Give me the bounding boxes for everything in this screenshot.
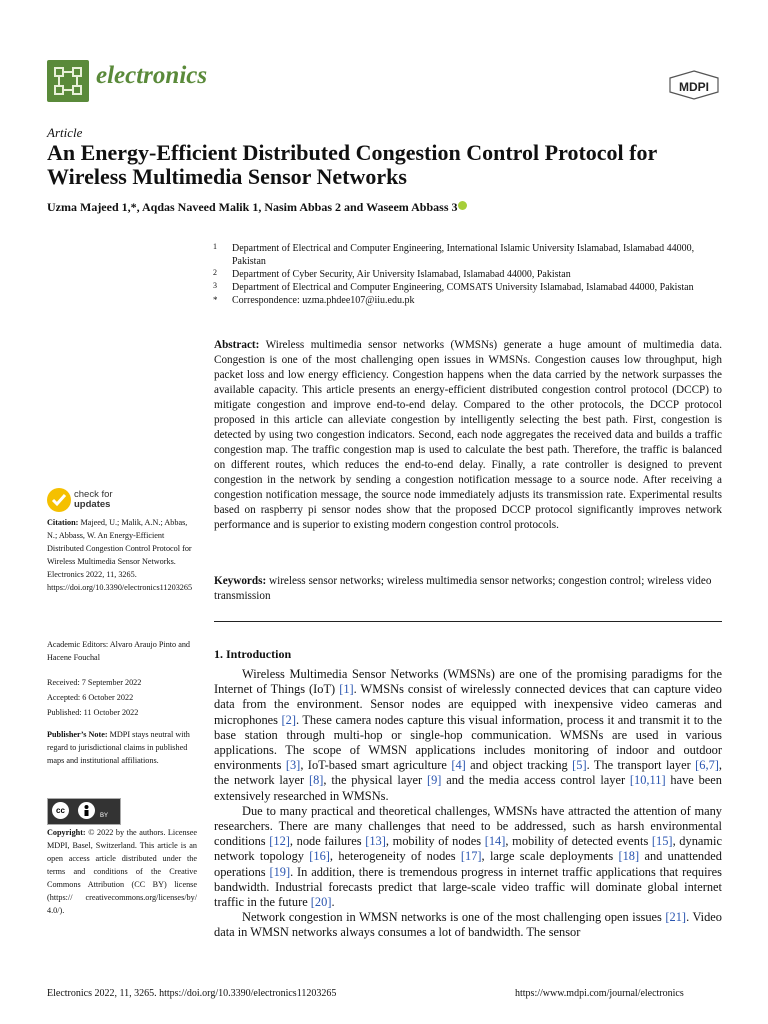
affiliation-item: 2 Department of Cyber Security, Air University Islamabad, Islamabad 44000, Pakistan bbox=[213, 268, 571, 280]
accepted-date: Accepted: 6 October 2022 bbox=[47, 693, 134, 702]
affiliation-item: 1 Department of Electrical and Computer Engineering, International Islamic University Islamabad, Islamabad 44000, Pakistan bbox=[213, 242, 695, 267]
intro-paragraph bbox=[214, 667, 722, 804]
intro-text: , mobility of nodes bbox=[385, 834, 485, 849]
intro-text: , the network layer bbox=[214, 758, 723, 788]
article-type: Article bbox=[47, 125, 83, 140]
citation-link[interactable]: [17] bbox=[460, 849, 482, 864]
intro-text: . In addition, there is tremendous progress in internet traffic applications that requires bandwidth. Industrial forecasts predict that large-scale video traffic will dominate global internet traffic in the future bbox=[214, 864, 722, 910]
author-list bbox=[47, 200, 467, 215]
citation-link[interactable]: [19] bbox=[269, 864, 291, 879]
citation-link[interactable]: [2] bbox=[281, 712, 296, 727]
intro-text: , IoT-based smart agriculture bbox=[300, 758, 452, 773]
check-for-updates-badge[interactable]: check for updates bbox=[47, 488, 167, 514]
citation-link[interactable]: [15] bbox=[651, 834, 673, 849]
intro-text: have been extensively researched in WMSNs. bbox=[214, 773, 722, 803]
intro-text: . WMSNs consist of wirelessly connected devices that can capture video data from the environment. Sensor nodes are equipped with inexpensive video cameras and microphones bbox=[214, 682, 722, 727]
academic-editors: Academic Editors: Alvaro Araujo Pinto and Hacene Fouchal bbox=[47, 640, 191, 662]
publisher-name: MDPI bbox=[679, 80, 709, 94]
affiliation-item: 3 Department of Electrical and Computer Engineering, COMSATS University Islamabad, Islamabad 44000, Pakistan bbox=[213, 281, 694, 293]
intro-text: Due to many practical and theoretical challenges, WMSNs have attracted the attention of many researchers. There are many challenges that need to be addressed, such as harsh environmental conditions bbox=[214, 803, 722, 849]
keywords bbox=[214, 574, 722, 604]
intro-text: Network congestion in WMSN networks is one of the most challenging open issues bbox=[242, 910, 666, 925]
citation-link[interactable]: [20] bbox=[310, 895, 332, 910]
intro-text: Wireless Multimedia Sensor Networks (WMSNs) are one of the promising paradigms for the Internet of Things (IoT) bbox=[214, 667, 722, 697]
correspondence: * Correspondence: uzma.phdee107@iiu.edu.pk bbox=[213, 295, 415, 306]
citation-link[interactable]: [9] bbox=[426, 773, 442, 788]
intro-text: . bbox=[331, 895, 335, 910]
intro-text: , heterogeneity of nodes bbox=[329, 849, 461, 864]
intro-paragraph bbox=[214, 910, 722, 940]
citation-link[interactable]: [6,7] bbox=[695, 758, 719, 773]
citation-link[interactable]: [14] bbox=[484, 834, 506, 849]
citation-link[interactable]: [12] bbox=[269, 834, 290, 849]
citation-link[interactable]: [1] bbox=[339, 682, 354, 697]
citation-link[interactable]: [8] bbox=[308, 773, 324, 788]
intro-text: and unattended operations bbox=[214, 849, 722, 879]
intro-paragraph bbox=[214, 804, 722, 910]
introduction-body bbox=[214, 667, 722, 941]
abstract bbox=[214, 338, 722, 533]
abstract-text: Wireless multimedia sensor networks (WMSNs) generate a huge amount of multimedia data. Congestion is one of the most challenging open issues in WMSNs. Congestion causes low throughput, high packet loss and low energy efficiency. Congestion happens when the data carried by the network surpasses the available capacity. This article presents an energy-efficient distributed congestion control protocol (DCCP) to mitigate congestion and improve end-to-end delay. Compared to the other protocols, the DCCP protocol proposed in this article can alleviate congestion by intelligently selecting the best path. First, congestion is detected by using two congestion indicators. Second, each node aggregates the received data and builds a traffic congestion map. The traffic congestion map is used to calculate the best path. Therefore, the traffic is balanced on different routes, which reduces the end-to-end delay. Finally, a rate controller is designed to prevent congestion in the network by sending a congestion notification message to a source node. After receiving a congestion notification message, the source node immediately adjusts its transmission rate. Experimental results based on raspberry pi sensor nodes show that the proposed DCCP protocol significantly improves network performance and is superior to existing modern congestion control protocols. bbox=[214, 339, 722, 531]
keywords-label: Keywords: bbox=[214, 575, 267, 587]
footer-citation: Electronics 2022, 11, 3265. https://doi.org/10.3390/electronics11203265 bbox=[47, 988, 337, 999]
citation-link[interactable]: [3] bbox=[285, 758, 301, 773]
affiliations bbox=[213, 242, 723, 307]
published-date: Published: 11 October 2022 bbox=[47, 708, 139, 717]
section-heading: 1. Introduction bbox=[214, 647, 292, 661]
check-updates-icon bbox=[47, 488, 71, 512]
abstract-label: Abstract: bbox=[214, 339, 260, 351]
citation-link[interactable]: [5] bbox=[572, 758, 587, 773]
orcid-icon[interactable] bbox=[458, 201, 467, 210]
citation-link[interactable]: [21] bbox=[665, 910, 687, 925]
intro-text: , the physical layer bbox=[323, 773, 427, 788]
received-date: Received: 7 September 2022 bbox=[47, 678, 142, 687]
intro-text: , large scale deployments bbox=[481, 849, 619, 864]
intro-text: , node failures bbox=[289, 834, 366, 849]
citation-link[interactable]: [16] bbox=[309, 849, 330, 864]
intro-text: and the media access control layer bbox=[441, 773, 630, 788]
intro-text: . The transport layer bbox=[586, 758, 696, 773]
citation-link[interactable]: [4] bbox=[451, 758, 466, 773]
paper-title: An Energy-Efficient Distributed Congestion Control Protocol for Wireless Multimedia Sensor Networks bbox=[47, 140, 657, 189]
citation: Citation: Majeed, U.; Malik, A.N.; Abbas, N.; Abbass, W. An Energy-Efficient Distributed Congestion Control Protocol for Wireless Multimedia Sensor Networks. Electronics 2022, 11, 3265. https://doi.org/10.3390/electronics11203265 bbox=[47, 518, 193, 592]
intro-text: and object tracking bbox=[465, 758, 573, 773]
keywords-text: wireless sensor networks; wireless multimedia sensor networks; congestion control; wireless video transmission bbox=[214, 575, 712, 602]
intro-text: . These camera nodes capture this visual information, process it and transmit it to the base station through multi-hop or single-hop communication. WMSNs are used in various applications. The scope of WMSN applications includes monitoring of indoor and outdoor environments bbox=[214, 712, 722, 773]
citation-link[interactable]: [13] bbox=[365, 834, 386, 849]
footer-journal-link[interactable]: https://www.mdpi.com/journal/electronics bbox=[515, 988, 684, 999]
intro-text: . Video data in WMSN networks always consumes a lot of bandwidth. The sensor bbox=[214, 910, 722, 940]
publisher-note: Publisher’s Note: MDPI stays neutral with regard to jurisdictional claims in published maps and institutional affiliations. bbox=[47, 730, 190, 765]
intro-text: , mobility of detected events bbox=[505, 834, 652, 849]
intro-text: , dynamic network topology bbox=[214, 834, 722, 864]
journal-name: electronics bbox=[96, 62, 208, 89]
citation-link[interactable]: [18] bbox=[618, 849, 640, 864]
person-icon bbox=[78, 802, 95, 819]
journal-logo-icon bbox=[47, 60, 89, 102]
citation-link[interactable]: [10,11] bbox=[629, 773, 666, 788]
mdpi-logo-icon bbox=[668, 70, 720, 100]
cc-by-license-icon[interactable]: cc BY bbox=[47, 798, 121, 825]
authors-text: Uzma Majeed 1,*, Aqdas Naveed Malik 1, Nasim Abbas 2 and Waseem Abbass 3 bbox=[47, 200, 458, 214]
divider bbox=[214, 621, 722, 622]
copyright: Copyright: © 2022 by the authors. Licensee MDPI, Basel, Switzerland. This article is an open access article distributed under the terms and conditions of the Creative Commons Attribution (CC BY) license (https:// creativecommons.org/licenses/by/ 4.0/). bbox=[47, 828, 198, 915]
